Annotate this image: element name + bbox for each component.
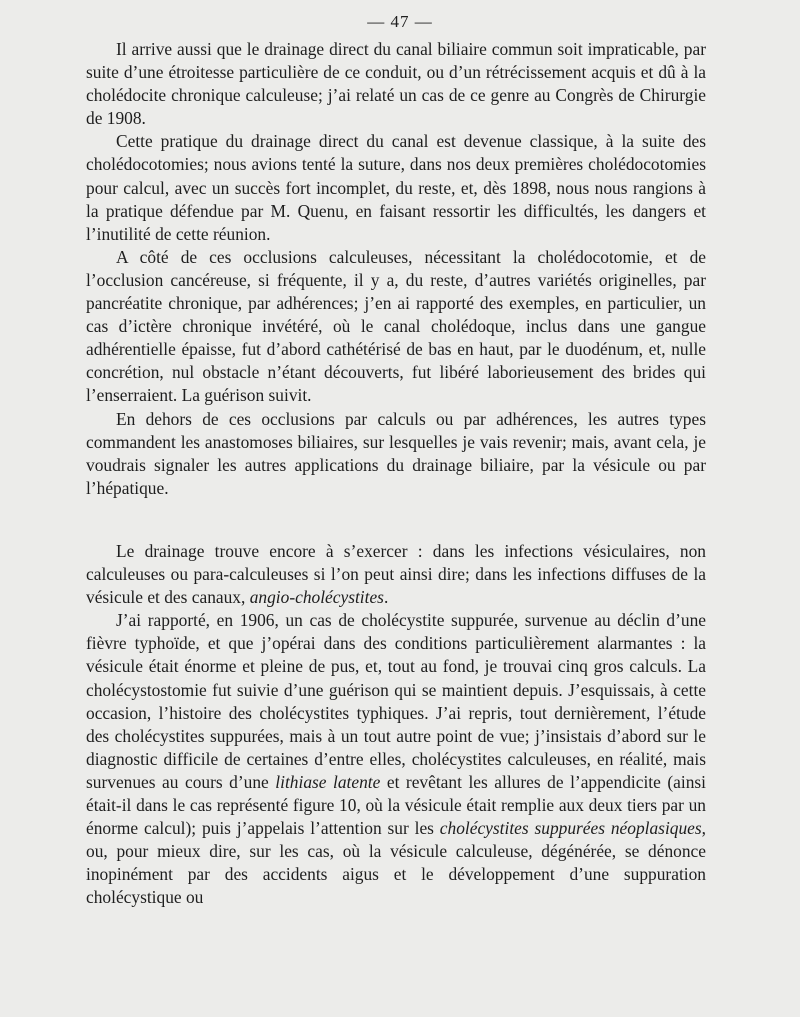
paragraph-occlusions-calculeuses: A côté de ces occlusions calculeuses, nécessitant la cholédocotomie, et de l’occlusion cancéreuse, si fréquente, il y a, du reste, d’autres variétés originelles, par pancréatite chronique, par adhérences; j’en ai rapporté des exemples, en particulier, un cas d’ictère chronique invétéré, où le canal cholédoque, inclus dans une gangue adhérentielle épaisse, fut d’abord cathétérisé de bas en haut, par le duodénum, et, nulle concrétion, nul obstacle n’étant découverts, fut libéré laborieusement des brides qui l’enserraient. La guérison suivit. <box>86 246 706 406</box>
paragraph-pratique-drainage: Cette pratique du drainage direct du canal est devenue classique, à la suite des cholédocotomies; nous avions tenté la suture, dans nos deux premières cholédocotomies pour calcul, avec un succès fort incomplet, du reste, et, dès 1898, nous nous rangions à la pratique défendue par M. Quenu, en faisant ressortir les difficultés, les dangers et l’inutilité de cette réunion. <box>86 131 706 244</box>
italic-term-lithiase-latente: lithiase latente <box>275 771 381 792</box>
paragraph-infections-vesiculaires <box>86 540 706 609</box>
text-block-upper <box>86 38 706 500</box>
text-run: Le drainage trouve encore à s’exercer : dans les infections vésiculaires, non calculeuses ou para-calculeuses si l’on peut ainsi dire; dans les infections diffuses de la vésicule et des canaux, <box>86 541 706 608</box>
text-run: J’ai rapporté, en 1906, un cas de cholécystite suppurée, survenue au déclin d’une fièvre typhoïde, et que j’opérai dans des conditions particulièrement alarmantes : la vésicule était énorme et pleine de pus, et, tout au fond, je trouvai cinq gros calculs. La cholécystostomie fut suivie d’une guérison qui se maintient depuis. J’esquissais, à cette occasion, l’histoire des cholécystites typhiques. J’ai repris, tout dernièrement, l’étude des cholécystites suppurées, mais à un tout autre point de vue; j’insistais d’abord sur le diagnostic difficile de certaines d’entre elles, cholécystites calculeuses, en réalité, mais survenues au cours d’une <box>86 610 706 792</box>
text-run: . <box>383 587 389 608</box>
italic-term-angio-cholecystites: angio-cholécystites <box>249 587 384 608</box>
text-block-lower <box>86 540 706 910</box>
paragraph-anastomoses-biliaires: En dehors de ces occlusions par calculs ou par adhérences, les autres types commandent les anastomoses biliaires, sur lesquelles je vais revenir; mais, avant cela, je voudrais signaler les autres applications du drainage biliaire, par la vésicule ou par l’hépatique. <box>86 408 706 498</box>
text-run: , ou, pour mieux dire, sur les cas, où la vésicule calculeuse, dégénérée, se dénonce inopinément par des accidents aigus et le développement d’une suppuration cholécystique ou <box>86 818 707 908</box>
page-number: — 47 — <box>367 12 433 31</box>
paragraph-cholecystite-suppuree <box>86 609 706 909</box>
paragraph-drainage-impraticable: Il arrive aussi que le drainage direct du canal biliaire commun soit impraticable, par suite d’une étroitesse particulière de ce conduit, ou d’un rétrécissement acquis et dû à la cholédocite chronique calculeuse; j’ai relaté un cas de ce genre au Congrès de Chirurgie de 1908. <box>86 39 706 129</box>
text-run: et revêtant les allures de l’appendicite (ainsi était-il dans le cas représenté figure 10, où la vésicule était remplie aux deux tiers par un énorme calcul); puis j’appelais l’attention sur les <box>86 771 707 839</box>
italic-term-cholecystites-neoplasiques: cholécystites suppurées néoplasiques <box>439 818 702 839</box>
